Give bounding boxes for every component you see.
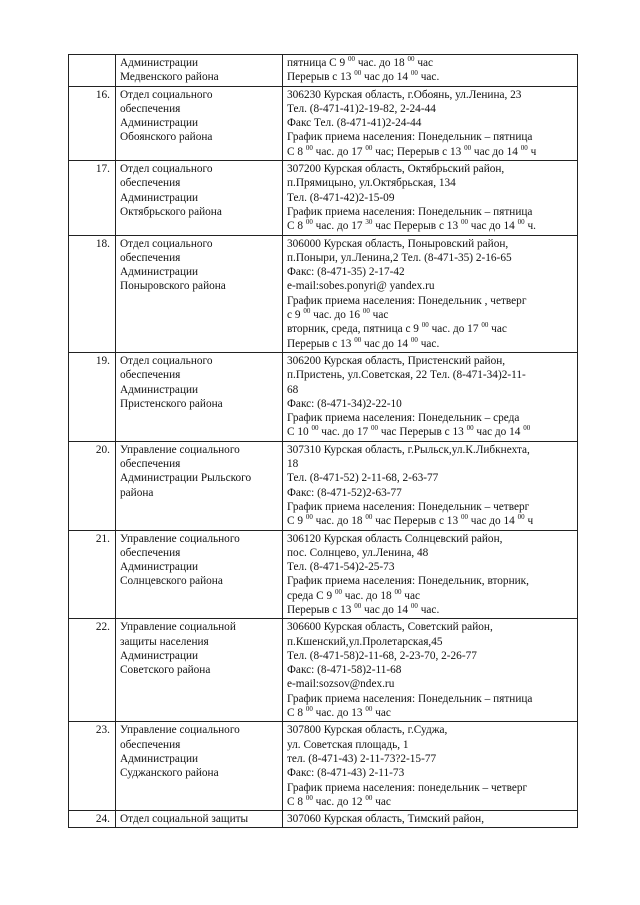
- organization-name-line: Отдел социального: [120, 88, 213, 101]
- contact-info: [283, 530, 578, 619]
- contact-info-line: 306200 Курская область, Пристенский район,: [287, 354, 506, 367]
- organization-name-line: Администрации: [120, 57, 199, 69]
- contact-info-line: Тел. (8-471-42)2-15-09: [287, 191, 395, 204]
- organization-name-line: обеспечения: [120, 369, 181, 382]
- contact-info-line: п.Пристень, ул.Советская, 22 Тел. (8-471-34)2-11-: [287, 369, 526, 382]
- contact-info: [283, 352, 578, 441]
- row-number: 22.: [69, 619, 116, 722]
- organization-name: [116, 352, 283, 441]
- contact-info-line: Факс Тел. (8-471-41)2-24-44: [287, 117, 422, 130]
- organization-name-line: Октябрьского района: [120, 205, 222, 218]
- organization-name-line: Администрации: [120, 191, 199, 204]
- table-row: [69, 811, 578, 828]
- row-number: 16.: [69, 86, 116, 160]
- row-number: [69, 55, 116, 87]
- contact-info-line: График приема населения: Понедельник, вторник,: [287, 575, 529, 588]
- organization-name-line: обеспечения: [120, 177, 181, 190]
- contact-info-line: Факс: (8-471-52)2-63-77: [287, 486, 402, 499]
- contact-info-line: 306120 Курская область Солнцевский район,: [287, 532, 503, 545]
- organization-name-line: Управление социальной: [120, 621, 236, 634]
- organization-name-line: Поныровского района: [120, 280, 226, 293]
- contact-info-line: С 9 $^{00}$ час. до 18 $^{00}$ час Перерыв с 13 $^{00}$ час до 14 $^{00}$ ч: [287, 513, 534, 528]
- organization-name-line: Отдел социального: [120, 354, 213, 367]
- contact-info-line: п.Прямицыно, ул.Октябрьская, 134: [287, 177, 456, 190]
- organization-name: [116, 722, 283, 811]
- contact-info-line: Факс: (8-471-43) 2-11-73: [287, 767, 405, 780]
- contact-info: [283, 55, 578, 87]
- organization-name-line: Администрации: [120, 266, 199, 279]
- contact-info-line: 18: [287, 458, 299, 471]
- contact-info-line: пос. Солнцево, ул.Ленина, 48: [287, 546, 429, 559]
- contact-info-line: График приема населения: Понедельник , четверг: [287, 294, 527, 307]
- row-number: 20.: [69, 441, 116, 530]
- organization-name-line: Советского района: [120, 664, 211, 677]
- organization-name-line: Отдел социального: [120, 237, 213, 250]
- contact-info-line: 68: [287, 383, 299, 396]
- organization-name-line: защиты населения: [120, 635, 209, 648]
- organization-name-line: Администрации Рыльского: [120, 472, 252, 485]
- organization-name: [116, 619, 283, 722]
- organization-name: [116, 161, 283, 235]
- organization-name-line: Управление социального: [120, 443, 240, 456]
- organization-name-line: обеспечения: [120, 458, 181, 471]
- organization-name-line: Администрации: [120, 117, 199, 130]
- row-number: 18.: [69, 235, 116, 352]
- contact-info: [283, 441, 578, 530]
- organization-name-line: Администрации: [120, 649, 199, 662]
- contact-info-line: среда С 9 $^{00}$ час. до 18 $^{00}$ час: [287, 587, 421, 602]
- organization-name: [116, 235, 283, 352]
- contact-info-line: 307800 Курская область, г.Суджа,: [287, 724, 448, 737]
- table-row: [69, 441, 578, 530]
- table-row: [69, 722, 578, 811]
- contact-info-line: С 10 $^{00}$ час. до 17 $^{00}$ час Перерыв с 13 $^{00}$ час до 14 $^{00}$: [287, 424, 531, 439]
- organization-name: [116, 55, 283, 87]
- contact-info-line: Факс: (8-471-58)2-11-68: [287, 664, 402, 677]
- contact-info-line: ул. Советская площадь, 1: [287, 738, 409, 751]
- organization-name-line: обеспечения: [120, 546, 181, 559]
- organization-name-line: Отдел социальной защиты: [120, 813, 249, 826]
- organization-name-line: Медвенского района: [120, 71, 219, 84]
- contact-info-line: Факс: (8-471-34)2-22-10: [287, 397, 402, 410]
- contact-info: [283, 811, 578, 828]
- organization-name-line: обеспечения: [120, 738, 181, 751]
- contact-info-line: Перерыв с 13 $^{00}$ час до 14 $^{00}$ час.: [287, 601, 440, 616]
- contact-info-line: Тел. (8-471-58)2-11-68, 2-23-70, 2-26-77: [287, 649, 477, 662]
- contact-info: [283, 722, 578, 811]
- contact-info-line: С 8 $^{00}$ час. до 17 $^{00}$ час; Перерыв с 13 $^{00}$ час до 14 $^{00}$ ч: [287, 143, 537, 158]
- organization-name: [116, 811, 283, 828]
- organization-name-line: обеспечения: [120, 251, 181, 264]
- contact-info-line: График приема населения: Понедельник – пятница: [287, 205, 533, 218]
- contact-info-line: 307060 Курская область, Тимский район,: [287, 813, 485, 826]
- contact-info-line: 307310 Курская область, г.Рыльск,ул.К.Либкнехта,: [287, 443, 530, 456]
- table-row: [69, 161, 578, 235]
- contact-info-line: С 8 $^{00}$ час. до 17 $^{30}$ час Перерыв с 13 $^{00}$ час до 14 $^{00}$ ч.: [287, 218, 536, 233]
- contact-info-line: С 8 $^{00}$ час. до 13 $^{00}$ час: [287, 705, 391, 720]
- contact-info: [283, 235, 578, 352]
- organization-name-line: Солнцевского района: [120, 575, 223, 588]
- table-row: [69, 235, 578, 352]
- contact-info-line: График приема населения: Понедельник – среда: [287, 412, 520, 425]
- contact-info: [283, 161, 578, 235]
- contact-info-line: 306230 Курская область, г.Обоянь, ул.Ленина, 23: [287, 88, 522, 101]
- contact-info-line: Факс: (8-471-35) 2-17-42: [287, 266, 405, 279]
- contact-info-line: п.Кшенский,ул.Пролетарская,45: [287, 635, 443, 648]
- contact-info-line: График приема населения: Понедельник – пятница: [287, 131, 533, 144]
- contact-info-line: пятница С 9 $^{00}$ час. до 18 $^{00}$ час: [287, 55, 434, 69]
- contact-info-line: e-mail:sobes.ponyri@ yandex.ru: [287, 280, 435, 293]
- contact-info-line: 306000 Курская область, Поныровский район,: [287, 237, 509, 250]
- contact-info-line: 306600 Курская область, Советский район,: [287, 621, 493, 634]
- contact-info-line: График приема населения: понедельник – четверг: [287, 781, 528, 794]
- contact-info-line: Перерыв с 13 $^{00}$ час до 14 $^{00}$ час.: [287, 69, 440, 84]
- table-row: [69, 86, 578, 160]
- organization-name-line: Администрации: [120, 752, 199, 765]
- contact-info-line: Тел. (8-471-41)2-19-82, 2-24-44: [287, 102, 436, 115]
- organization-name: [116, 86, 283, 160]
- contact-info-line: Перерыв с 13 $^{00}$ час до 14 $^{00}$ час.: [287, 335, 440, 350]
- organization-name-line: Управление социального: [120, 532, 240, 545]
- organization-name-line: района: [120, 486, 154, 499]
- row-number: 21.: [69, 530, 116, 619]
- table-row: [69, 530, 578, 619]
- row-number: 23.: [69, 722, 116, 811]
- organization-name-line: Пристенского района: [120, 397, 223, 410]
- organization-name-line: Администрации: [120, 561, 199, 574]
- table-row: [69, 55, 578, 87]
- contact-info: [283, 86, 578, 160]
- contact-info-line: тел. (8-471-43) 2-11-73?2-15-77: [287, 752, 437, 765]
- organization-name: [116, 441, 283, 530]
- organization-name: [116, 530, 283, 619]
- organization-name-line: Администрации: [120, 383, 199, 396]
- organization-name-line: Управление социального: [120, 724, 240, 737]
- social-services-table: [68, 54, 578, 828]
- organization-name-line: Обоянского района: [120, 131, 213, 144]
- organization-name-line: Отдел социального: [120, 163, 213, 176]
- contact-info-line: с 9 $^{00}$ час. до 16 $^{00}$ час: [287, 307, 389, 322]
- contact-info: [283, 619, 578, 722]
- table-row: [69, 352, 578, 441]
- contact-info-line: График приема населения: Понедельник – четверг: [287, 500, 530, 513]
- document-page: [68, 54, 577, 828]
- contact-info-line: Тел. (8-471-52) 2-11-68, 2-63-77: [287, 472, 439, 485]
- organization-name-line: обеспечения: [120, 102, 181, 115]
- contact-info-line: п.Поныри, ул.Ленина,2 Тел. (8-471-35) 2-16-65: [287, 251, 512, 264]
- row-number: 24.: [69, 811, 116, 828]
- contact-info-line: Тел. (8-471-54)2-25-73: [287, 561, 395, 574]
- contact-info-line: вторник, среда, пятница с 9 $^{00}$ час. до 17 $^{00}$ час: [287, 321, 507, 336]
- contact-info-line: График приема населения: Понедельник – пятница: [287, 692, 533, 705]
- table-row: [69, 619, 578, 722]
- contact-info-line: 307200 Курская область, Октябрьский район,: [287, 163, 505, 176]
- table-body: [69, 55, 578, 828]
- row-number: 17.: [69, 161, 116, 235]
- organization-name-line: Суджанского района: [120, 767, 219, 780]
- contact-info-line: e-mail:sozsov@ndex.ru: [287, 678, 395, 691]
- row-number: 19.: [69, 352, 116, 441]
- contact-info-line: С 8 $^{00}$ час. до 12 $^{00}$ час: [287, 793, 391, 808]
